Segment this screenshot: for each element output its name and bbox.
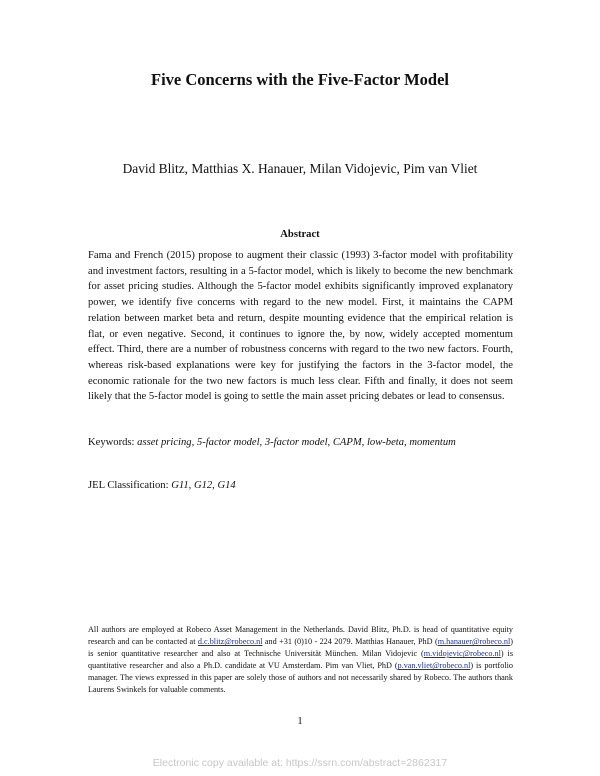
email-link-hanauer[interactable]: m.hanauer@robeco.nl [437,637,511,647]
author-footnote [88,624,513,697]
footnote-text: ) is quantitative researcher and also a Ph.D. candidate at VU Amsterdam. Pim van Vliet, PhD ( [88,649,513,671]
abstract-text: Fama and French (2015) propose to augment their classic (1993) 3-factor model with profitability and investment factors, resulting in a 5-factor model, which is likely to become the new benchmark for asset pricing studies. Although the 5-factor model exhibits significantly improved explanatory power, we identify five concerns with regard to the new model. First, it maintains the CAPM relation between market beta and return, despite mounting evidence that the empirical relation is flat, or even negative. Second, it continues to ignore the, by now, widely accepted momentum effect. Third, there are a number of robustness concerns with regard to the two new factors. Fourth, whereas risk-based explanations were key for justifying the factors in the 3-factor model, the economic rationale for the two new factors is much less clear. Fifth and finally, it does not seem likely that the 5-factor model is going to settle the main asset pricing debates or lead to consensus. [88,250,513,403]
author-list: David Blitz, Matthias X. Hanauer, Milan Vidojevic, Pim van Vliet [122,161,478,176]
jel-value: G11, G12, G14 [171,480,236,491]
email-link-vidojevic[interactable]: m.vidojevic@robeco.nl [423,649,501,659]
footnote-text: ) is portfolio manager. The views expressed in this paper are solely those of authors and not necessarily shared by Robeco. The authors thank Laurens Swinkels for valuable comments. [88,661,513,695]
page-number: 1 [297,716,303,727]
footnote-text: ) is senior quantitative researcher and also at Technische Universität München. Milan Vidojevic ( [88,637,513,659]
paper-title: Five Concerns with the Five-Factor Model [151,70,449,89]
keywords-label: Keywords: [88,437,135,448]
keywords-value: asset pricing, 5-factor model, 3-factor model, CAPM, low-beta, momentum [137,437,456,448]
keywords [88,437,528,448]
footnote-text: All authors are employed at Robeco Asset Management in the Netherlands. David Blitz, Ph.D. is head of quantitative equity research and can be contacted at [88,625,513,647]
email-link-blitz[interactable]: d.c.blitz@robeco.nl [197,637,263,647]
jel-classification [88,480,528,491]
footnote-text: and +31 (0)10 - 224 2079. Matthias Hanauer, PhD ( [262,637,438,647]
abstract-heading: Abstract [280,229,320,240]
ssrn-watermark: Electronic copy available at: https://ssrn.com/abstract=2862317 [152,757,448,769]
email-link-vanvliet[interactable]: p.van.vliet@robeco.nl [397,661,471,671]
jel-label: JEL Classification: [88,480,169,491]
